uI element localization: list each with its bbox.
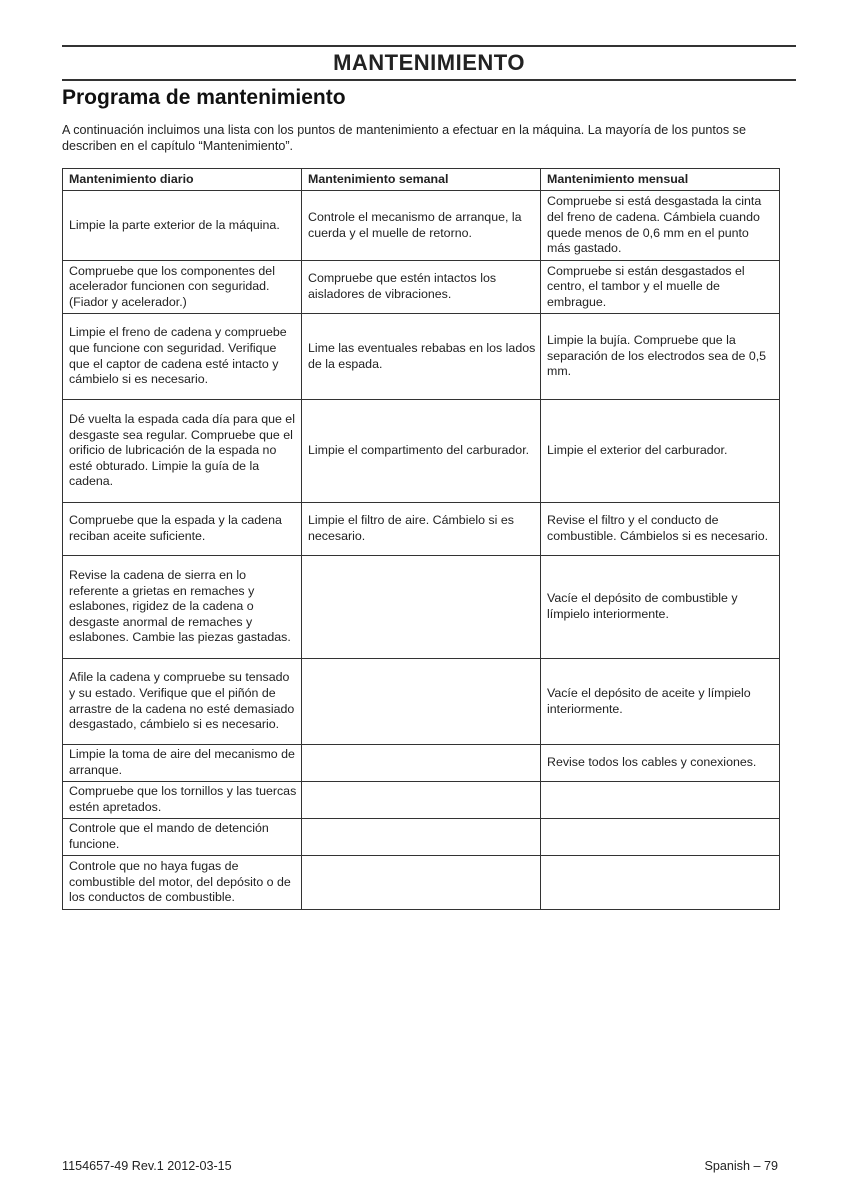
section-title: MANTENIMIENTO [333, 50, 525, 75]
table-cell-monthly: Vacíe el depósito de aceite y límpielo interiormente. [541, 659, 780, 745]
table-row [63, 261, 780, 314]
table-cell-daily: Limpie el freno de cadena y compruebe que funcione con seguridad. Verifique que el captor de cadena esté intacto y cámbielo si es necesario. [63, 314, 302, 400]
table-cell-daily: Compruebe que los componentes del acelerador funcionen con seguridad. (Fiador y acelerador.) [63, 261, 302, 314]
table-cell-daily: Afile la cadena y compruebe su tensado y su estado. Verifique que el piñón de arrastre de la cadena no esté demasiado desgastado, cámbielo si es necesario. [63, 659, 302, 745]
page-number: Spanish – 79 [704, 1159, 778, 1173]
table-row [63, 856, 780, 910]
column-header-weekly: Mantenimiento semanal [302, 169, 541, 191]
table-row [63, 745, 780, 782]
column-header-monthly: Mantenimiento mensual [541, 169, 780, 191]
column-header-daily: Mantenimiento diario [63, 169, 302, 191]
intro-paragraph: A continuación incluimos una lista con los puntos de mantenimiento a efectuar en la máquina. La mayoría de los puntos se describen en el capítulo “Mantenimiento”. [62, 123, 746, 153]
table-cell-weekly: Limpie el compartimento del carburador. [302, 400, 541, 503]
table-cell-monthly [541, 856, 780, 910]
table-cell-daily: Controle que no haya fugas de combustible del motor, del depósito o de los conductos de combustible. [63, 856, 302, 910]
table-cell-daily: Revise la cadena de sierra en lo referente a grietas en remaches y eslabones, rigidez de la cadena o desgaste anormal de remaches y eslabones. Cambie las piezas gastadas. [63, 556, 302, 659]
table-cell-monthly [541, 819, 780, 856]
table-cell-monthly: Revise el filtro y el conducto de combustible. Cámbielos si es necesario. [541, 503, 780, 556]
header-rule-top [62, 45, 796, 47]
table-cell-weekly [302, 745, 541, 782]
table-cell-weekly: Controle el mecanismo de arranque, la cuerda y el muelle de retorno. [302, 191, 541, 261]
table-cell-weekly: Compruebe que estén intactos los aisladores de vibraciones. [302, 261, 541, 314]
table-row [63, 400, 780, 503]
table-row [63, 191, 780, 261]
table-cell-monthly [541, 782, 780, 819]
table-cell-weekly [302, 819, 541, 856]
table-cell-weekly [302, 556, 541, 659]
table-row [63, 659, 780, 745]
table-cell-daily: Limpie la toma de aire del mecanismo de arranque. [63, 745, 302, 782]
table-header-row [63, 169, 780, 191]
table-cell-weekly [302, 659, 541, 745]
table-cell-monthly: Compruebe si está desgastada la cinta del freno de cadena. Cámbiela cuando quede menos de 0,6 mm en el punto más gastado. [541, 191, 780, 261]
table-cell-monthly: Compruebe si están desgastados el centro, el tambor y el muelle de embrague. [541, 261, 780, 314]
table-cell-weekly [302, 856, 541, 910]
table-row [63, 314, 780, 400]
table-row [63, 782, 780, 819]
table-cell-monthly: Vacíe el depósito de combustible y límpielo interiormente. [541, 556, 780, 659]
table-row [63, 556, 780, 659]
table-cell-weekly: Limpie el filtro de aire. Cámbielo si es necesario. [302, 503, 541, 556]
table-cell-monthly: Revise todos los cables y conexiones. [541, 745, 780, 782]
table-cell-weekly [302, 782, 541, 819]
table-cell-weekly: Lime las eventuales rebabas en los lados de la espada. [302, 314, 541, 400]
table-cell-daily: Dé vuelta la espada cada día para que el desgaste sea regular. Compruebe que el orificio de lubricación de la espada no esté obturado. Limpie la guía de la cadena. [63, 400, 302, 503]
table-row [63, 819, 780, 856]
table-cell-daily: Compruebe que la espada y la cadena reciban aceite suficiente. [63, 503, 302, 556]
document-id: 1154657-49 Rev.1 2012-03-15 [62, 1159, 232, 1173]
table-cell-daily: Limpie la parte exterior de la máquina. [63, 191, 302, 261]
table-cell-daily: Compruebe que los tornillos y las tuercas estén apretados. [63, 782, 302, 819]
table-cell-monthly: Limpie el exterior del carburador. [541, 400, 780, 503]
page-subtitle: Programa de mantenimiento [62, 86, 346, 109]
table-cell-daily: Controle que el mando de detención funcione. [63, 819, 302, 856]
maintenance-schedule-table [62, 168, 780, 910]
table-cell-monthly: Limpie la bujía. Compruebe que la separación de los electrodos sea de 0,5 mm. [541, 314, 780, 400]
header-rule-bottom [62, 79, 796, 81]
table-row [63, 503, 780, 556]
